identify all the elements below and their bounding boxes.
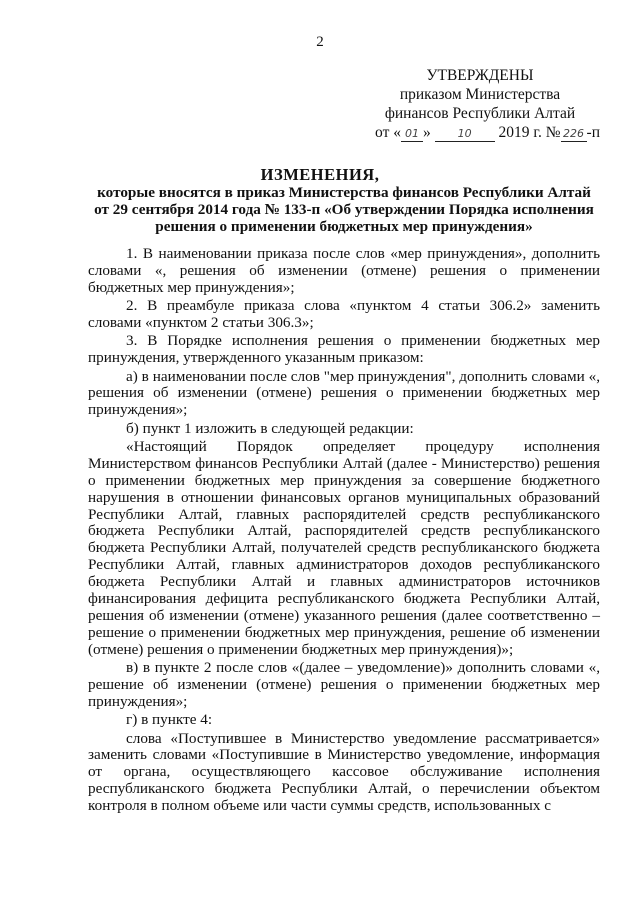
- paragraph-item-3: 3. В Порядке исполнения решения о применении бюджетных мер принуждения, утвержденного указанным приказом:: [88, 332, 600, 367]
- date-mid: »: [423, 124, 431, 141]
- approval-heading: УТВЕРЖДЕНЫ: [426, 67, 534, 84]
- order-number: 226: [561, 127, 587, 142]
- subtitle-line: которые вносятся в приказ Министерства финансов Республики Алтай: [97, 184, 591, 201]
- document-body: [88, 246, 600, 815]
- date-prefix: от «: [375, 124, 401, 141]
- paragraph-subitem-a: а) в наименовании после слов "мер принуждения", дополнить словами «, решения об изменении (отмене) решения о применении бюджетных мер принуждения»;: [88, 367, 600, 419]
- approval-line-1: приказом Министерства: [399, 86, 561, 103]
- approval-line-2: финансов Республики Алтай: [384, 105, 576, 122]
- paragraph-subitem-v: в) в пункте 2 после слов «(далее – уведомление)» дополнить словами «, решение об изменении (отмене) решения о применении бюджетных мер принуждения»;: [88, 659, 600, 710]
- paragraph-quote-clause-1: «Настоящий Порядок определяет процедуру исполнения Министерством финансов Республики Алтай (далее - Министерство) решения о применении бюджетных мер принуждения за совершение бюджетного нарушения в отношении финансовых органов муниципальных образований Республики Алтай, главных распорядителей средств республиканского бюджета Республики Алтай, распорядителей средств республиканского бюджета Республики Алтай, получателей средств республиканского бюджета Республики Алтай, главных администраторов доходов республиканского бюджета Республики Алтай и главных администраторов источников финансирования дефицита республиканского бюджета Республики Алтай, решения об изменении (отмене) указанного решения (далее соответственно – решение о применении бюджетных мер принуждения, решение об изменении (отмене) решения о применении бюджетных мер принуждения)»;: [88, 437, 600, 658]
- date-year: 2019 г. №: [498, 124, 561, 141]
- order-suffix: -п: [586, 124, 600, 141]
- page-number: 2: [316, 34, 324, 50]
- document-subtitle: [88, 184, 600, 235]
- date-month: 10: [435, 127, 495, 142]
- subtitle-line: решения о применении бюджетных мер принуждения»: [155, 218, 533, 235]
- paragraph-replace-words: слова «Поступившее в Министерство уведомление рассматривается» заменить словами «Поступившие в Министерство уведомление, информация от органа, осуществляющего кассовое обслуживание исполнения республиканского бюджета Республики Алтай, о перечислении объектом контроля в полном объеме или части суммы средств, использованных с: [88, 729, 600, 815]
- document-title: ИЗМЕНЕНИЯ,: [260, 165, 380, 184]
- subtitle-line: от 29 сентября 2014 года № 133-п «Об утверждении Порядка исполнения: [94, 201, 594, 218]
- paragraph-item-1: 1. В наименовании приказа после слов «мер принуждения», дополнить словами «, решения об изменении (отмене) решения о применении бюджетных мер принуждения»;: [88, 245, 600, 296]
- approval-date-line: [360, 123, 600, 142]
- paragraph-subitem-b: б) пункт 1 изложить в следующей редакции:: [126, 419, 414, 437]
- paragraph-item-2: 2. В преамбуле приказа слова «пунктом 4 статьи 306.2» заменить словами «пунктом 2 статьи 306.3»;: [88, 297, 600, 332]
- approval-stamp: [360, 66, 600, 142]
- paragraph-subitem-g: г) в пункте 4:: [126, 711, 213, 729]
- date-day: 01: [401, 127, 423, 142]
